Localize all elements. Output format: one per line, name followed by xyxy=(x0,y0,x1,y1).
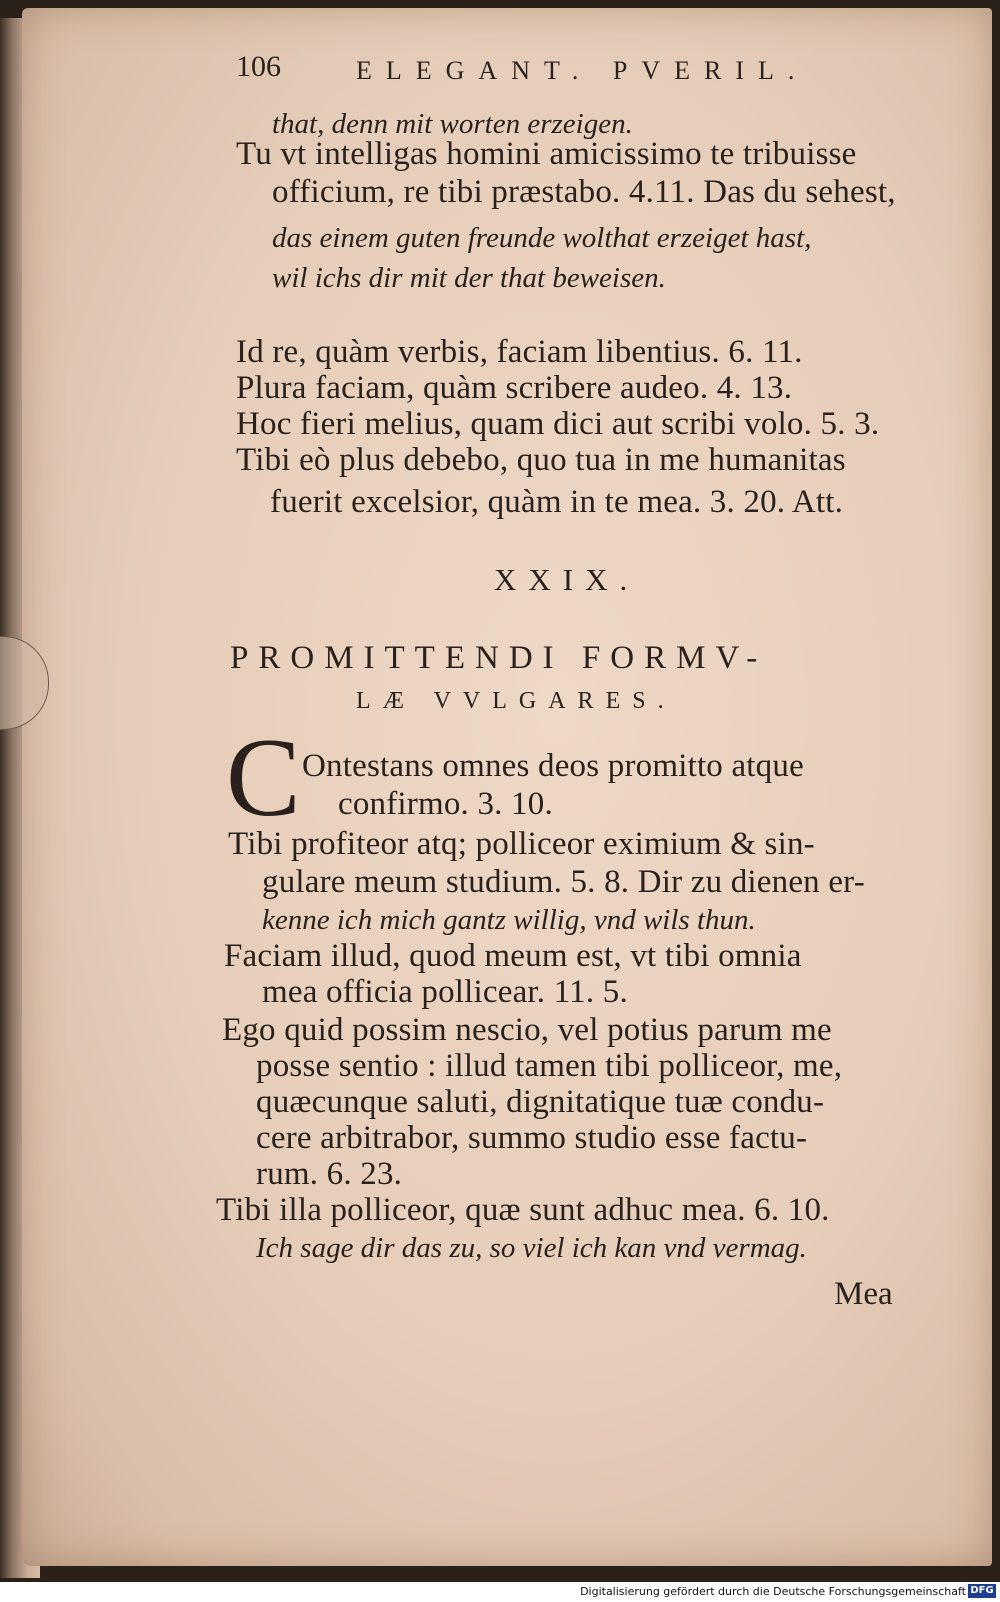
text-line: cere arbitrabor, summo studio esse factu- xyxy=(256,1120,808,1156)
footer-credit: Digitalisierung gefördert durch die Deutsche Forschungsgemeinschaft xyxy=(580,1585,966,1598)
text-line: Tibi profiteor atq; polliceor eximium & sin- xyxy=(228,826,815,862)
section-heading-continued: LÆ VVLGARES. xyxy=(356,688,676,714)
text-line: rum. 6. 23. xyxy=(256,1156,403,1192)
text-line: Id re, quàm verbis, faciam libentius. 6. 11. xyxy=(236,334,803,370)
text-line: mea officia pollicear. 11. 5. xyxy=(262,974,628,1010)
text-line: confirmo. 3. 10. xyxy=(338,786,553,822)
text-line: Ego quid possim nescio, vel potius parum me xyxy=(222,1012,832,1048)
text-line: Tu vt intelligas homini amicissimo te tribuisse xyxy=(236,136,857,172)
text-line: Plura faciam, quàm scribere audeo. 4. 13. xyxy=(236,370,793,406)
footer-bar xyxy=(0,1582,1000,1602)
text-line: posse sentio : illud tamen tibi polliceor, me, xyxy=(256,1048,843,1084)
page-number: 106 xyxy=(236,50,281,83)
text-line: wil ichs dir mit der that beweisen. xyxy=(272,262,666,294)
text-line: Tibi eò plus debebo, quo tua in me humanitas xyxy=(236,442,846,478)
text-line: Ich sage dir das zu, so viel ich kan vnd vermag. xyxy=(256,1232,807,1264)
text-line: kenne ich mich gantz willig, vnd wils thun. xyxy=(262,904,756,936)
dfg-logo: DFG xyxy=(968,1584,996,1598)
text-line: Faciam illud, quod meum est, vt tibi omnia xyxy=(224,938,802,974)
drop-cap: C xyxy=(226,716,301,840)
text-line: fuerit excelsior, quàm in te mea. 3. 20. Att. xyxy=(270,484,844,520)
text-line: that, denn mit worten erzeigen. xyxy=(272,108,633,140)
text-line: Hoc fieri melius, quam dici aut scribi volo. 5. 3. xyxy=(236,406,880,442)
text-line: gulare meum studium. 5. 8. Dir zu dienen er- xyxy=(262,864,865,900)
section-heading: PROMITTENDI FORMV- xyxy=(230,640,768,676)
text-line: Ontestans omnes deos promitto atque xyxy=(302,748,804,784)
running-title: ELEGANT. PVERIL. xyxy=(356,56,809,85)
text-line: officium, re tibi præstabo. 4.11. Das du sehest, xyxy=(272,174,896,210)
text-line: das einem guten freunde wolthat erzeiget hast, xyxy=(272,222,812,254)
text-line: Tibi illa polliceor, quæ sunt adhuc mea. 6. 10. xyxy=(216,1192,830,1228)
text-line: quæcunque saluti, dignitatique tuæ condu- xyxy=(256,1084,825,1120)
section-numeral: XXIX. xyxy=(494,562,640,597)
catchword: Mea xyxy=(834,1276,893,1312)
